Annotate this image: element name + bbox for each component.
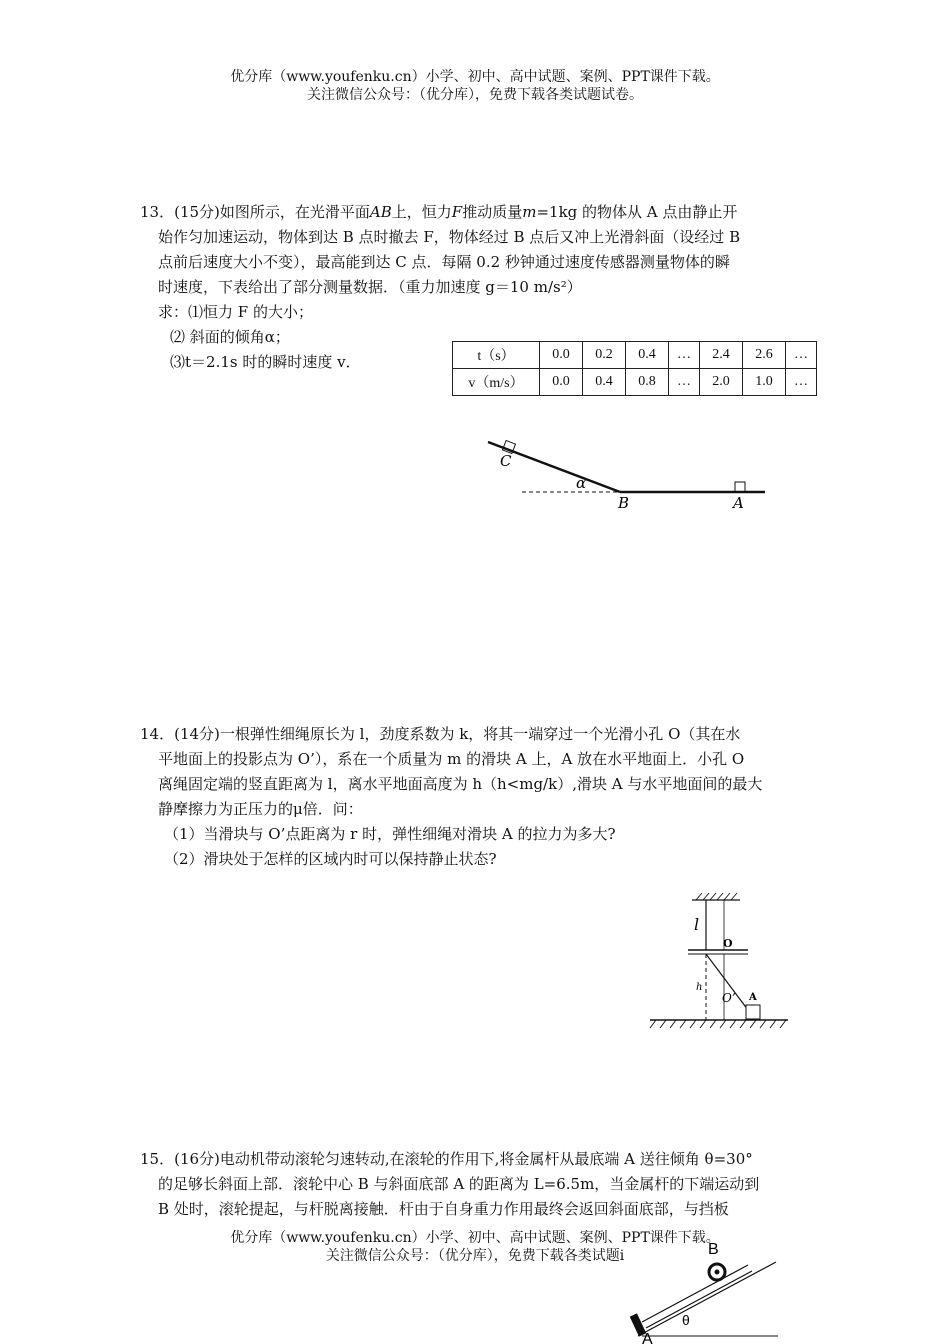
- table-cell: 2.6: [743, 342, 786, 369]
- label-o: O: [723, 937, 733, 950]
- label-c: C: [500, 452, 512, 470]
- q14-line-1: 14．(14分)一根弹性细绳原长为 l，劲度系数为 k，将其一端穿过一个光滑小孔 O（其在水: [140, 725, 741, 743]
- q14-line-2: 平地面上的投影点为 O’），系在一个质量为 m 的滑块 A 上，A 放在水平地面上．小孔 O: [158, 750, 745, 768]
- q13-line-4: 时速度，下表给出了部分测量数据．（重力加速度 g＝10 m/s²）: [158, 278, 582, 296]
- table-cell: 0.4: [626, 342, 669, 369]
- table-cell: v（m/s）: [453, 369, 540, 396]
- q13-line-2: 始作匀加速运动，物体到达 B 点时撤去 F，物体经过 B 点后又冲上光滑斜面（设经过 B: [158, 228, 741, 246]
- q13-ask-2: ⑵ 斜面的倾角α；: [170, 328, 290, 346]
- q13-data-table: [452, 341, 817, 396]
- metal-rod-bottom: [646, 1271, 752, 1328]
- table-cell: 0.0: [540, 369, 583, 396]
- q14-line-4: 静摩擦力为正压力的μ倍．问：: [158, 800, 363, 818]
- table-cell: …: [786, 369, 817, 396]
- q15-line-3: B 处时，滚轮提起，与杆脱离接触．杆由于自身重力作用最终会返回斜面底部，与挡板: [158, 1200, 729, 1218]
- label-alpha: α: [576, 474, 587, 492]
- label-a: A: [642, 1331, 653, 1344]
- table-cell: …: [786, 342, 817, 369]
- footer-line-2: 关注微信公众号：（优分库），免费下载各类试题i: [325, 1248, 625, 1264]
- q13-line-1: 13．(15分)如图所示，在光滑平面AB上，恒力F推动质量m=1kg 的物体从 A 点由静止开: [140, 203, 738, 221]
- label-b: B: [618, 494, 630, 512]
- block-a: [735, 482, 745, 492]
- incline-surface: [638, 1262, 776, 1336]
- table-row: [453, 369, 817, 396]
- table-cell: 0.8: [626, 369, 669, 396]
- table-cell: 2.4: [700, 342, 743, 369]
- metal-rod-top: [642, 1265, 748, 1322]
- label-b: B: [708, 1241, 719, 1258]
- table-cell: t（s）: [453, 342, 540, 369]
- q13-line-3: 点前后速度大小不变），最高能到达 C 点．每隔 0.2 秒钟通过速度传感器测量物体的瞬: [158, 253, 730, 271]
- q15-line-1: 15．(16分)电动机带动滚轮匀速转动,在滚轮的作用下,将金属杆从最底端 A 送往倾角 θ=30°: [140, 1150, 753, 1168]
- table-cell: …: [669, 369, 700, 396]
- header-line-1: 优分库（www.youfenku.cn）小学、初中、高中试题、案例、PPT课件下载。: [230, 69, 720, 85]
- page-footer: [0, 1229, 950, 1265]
- question-14: [140, 722, 810, 872]
- q14-ask-2: （2）滑块处于怎样的区域内时可以保持静止状态?: [164, 850, 497, 868]
- q13-incline-figure: [480, 430, 780, 530]
- table-row: [453, 342, 817, 369]
- q15-line-2: 的足够长斜面上部．滚轮中心 B 与斜面底部 A 的距离为 L=6.5m，当金属杆的下端运动到: [158, 1175, 760, 1193]
- label-l: l: [694, 915, 700, 934]
- slider-a: [746, 1005, 760, 1019]
- table-cell: …: [669, 342, 700, 369]
- q13-ask-1: 求：⑴恒力 F 的大小；: [158, 303, 313, 321]
- q14-ask-1: （1）当滑块与 O’点距离为 r 时，弹性细绳对滑块 A 的拉力为多大?: [164, 825, 616, 843]
- question-15: [140, 1147, 810, 1222]
- label-a: A: [733, 494, 744, 512]
- q14-line-3: 离绳固定端的竖直距离为 l，离水平地面高度为 h（h<mg/k）,滑块 A 与水平地面间的最大: [158, 775, 763, 793]
- ground-hatch: [650, 1020, 786, 1028]
- table-cell: 1.0: [743, 369, 786, 396]
- q14-elastic-figure: [648, 892, 793, 1032]
- table-cell: 0.2: [583, 342, 626, 369]
- header-line-2: 关注微信公众号：（优分库），免费下载各类试题试卷。: [307, 87, 643, 103]
- label-o-prime: O’: [722, 991, 736, 1005]
- label-h: h: [696, 982, 703, 993]
- table-cell: 2.0: [700, 369, 743, 396]
- table-cell: 0.4: [583, 369, 626, 396]
- label-a: A: [749, 992, 757, 1003]
- page-header: [0, 68, 950, 104]
- label-theta: θ: [682, 1312, 690, 1328]
- table-cell: 0.0: [540, 342, 583, 369]
- footer-line-1: 优分库（www.youfenku.cn）小学、初中、高中试题、案例、PPT课件下载。: [230, 1230, 720, 1246]
- q13-ask-3: ⑶t＝2.1s 时的瞬时速度 v．: [170, 353, 361, 371]
- ceiling-hatch: [696, 893, 737, 900]
